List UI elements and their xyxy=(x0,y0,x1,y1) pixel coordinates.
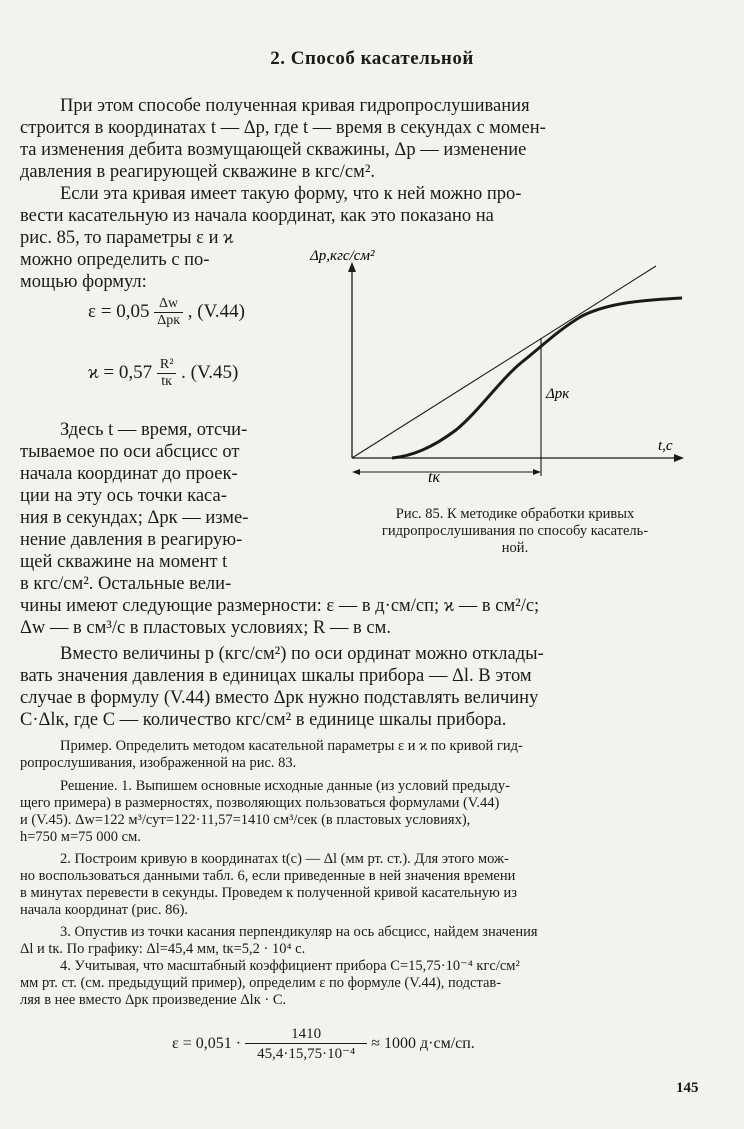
example-line: ропрослушивания, изображенной на рис. 83. xyxy=(20,755,297,771)
formula-numerator: Δw xyxy=(154,296,183,313)
continue-line: чины имеют следующие размерности: ε — в д·см/сп; ϰ — в см²/с; xyxy=(20,596,540,616)
para2-line: вать значения давления в единицах шкалы прибора — Δl. В этом xyxy=(20,666,532,686)
intro-line: вести касательную из начала координат, как это показано на xyxy=(20,206,494,226)
continue-line: Δw — в см³/с в пластовых условиях; R — в см. xyxy=(20,618,391,638)
example-line: 3. Опустив из точки касания перпендикуляр на ось абсцисс, найдем значения xyxy=(60,924,538,940)
x-axis-label: t,c xyxy=(658,438,673,454)
formula-denominator: tк xyxy=(161,374,172,389)
left-column-line: ции на эту ось точки каса- xyxy=(20,486,227,506)
para2-line: Вместо величины p (кгс/см²) по оси ординат можно отклады- xyxy=(60,644,544,664)
formula-denominator: Δpк xyxy=(157,313,181,328)
final-formula-denominator: 45,4·15,75·10⁻⁴ xyxy=(257,1046,356,1062)
pressure-curve xyxy=(392,298,682,458)
figure-85 xyxy=(300,240,700,490)
example-line: и (V.45). Δw=122 м³/сут=122·11,57=1410 см³/сек (в пластовых условиях), xyxy=(20,812,471,828)
caption-line: гидропрослушивания по способу касатель- xyxy=(381,523,649,539)
tk-arrow-right xyxy=(533,469,541,475)
dp-label: Δpк xyxy=(546,386,570,402)
caption-line: Рис. 85. К методике обработки кривых xyxy=(395,506,635,522)
formula-tag: . (V.45) xyxy=(181,361,239,383)
intro-line: При этом способе полученная кривая гидропрослушивания xyxy=(60,96,530,116)
left-column-line: начала координат до проек- xyxy=(20,464,238,484)
formula-lhs: ε = 0,05 xyxy=(88,300,150,322)
final-formula xyxy=(172,1026,475,1063)
example-line: начала координат (рис. 86). xyxy=(20,902,189,918)
formula-lhs: ϰ = 0,57 xyxy=(88,361,153,383)
left-column-line: Здесь t — время, отсчи- xyxy=(60,420,248,440)
formula-numerator: R² xyxy=(157,357,177,374)
example-line: Решение. 1. Выпишем основные исходные данные (из условий предыду- xyxy=(60,778,510,794)
left-column-line: в кгс/см². Остальные вели- xyxy=(20,574,232,594)
example-line: мм рт. ст. (см. предыдущий пример), определим ε по формуле (V.44), подстав- xyxy=(20,975,502,991)
formula-fraction xyxy=(154,296,183,329)
left-column-line: нение давления в реагирую- xyxy=(20,530,243,550)
example-line: ляя в нее вместо Δpк произведение Δlк · C. xyxy=(20,992,287,1008)
intro-line: рис. 85, то параметры ε и ϰ xyxy=(20,228,234,248)
final-formula-lhs: ε = 0,051 · xyxy=(172,1035,242,1053)
intro-line: та изменения дебита возмущающей скважины, Δp — изменение xyxy=(20,140,527,160)
figure-caption xyxy=(330,506,700,557)
example-line: Пример. Определить методом касательной параметры ε и ϰ по кривой гид- xyxy=(60,738,523,754)
tangent-line xyxy=(352,266,656,458)
y-axis-label: Δp,кгс/см² xyxy=(310,248,375,264)
formula-tag: , (V.44) xyxy=(187,300,245,322)
final-formula-numerator: 1410 xyxy=(245,1026,367,1044)
tk-arrow-left xyxy=(352,469,360,475)
section-heading: 2. Способ касательной xyxy=(270,48,474,69)
formula-v45 xyxy=(88,357,238,390)
intro-line: давления в реагирующей скважине в кгс/см². xyxy=(20,162,375,182)
final-formula-fraction xyxy=(245,1026,367,1063)
example-line: но воспользоваться данными табл. 6, если приведенные в ней значения времени xyxy=(20,868,516,884)
example-line: 2. Построим кривую в координатах t(c) — Δl (мм рт. ст.). Для этого мож- xyxy=(60,851,509,867)
formula-v44 xyxy=(88,296,245,329)
example-line: в минутах перевести в секунды. Проведем к полученной кривой касательную из xyxy=(20,885,517,901)
caption-line: ной. xyxy=(501,540,529,556)
example-line: 4. Учитывая, что масштабный коэффициент прибора C=15,75·10⁻⁴ кгс/см² xyxy=(60,958,520,974)
left-column-line: щей скважине на момент t xyxy=(20,552,228,572)
left-column-line: тываемое по оси абсцисс от xyxy=(20,442,240,462)
page-number: 145 xyxy=(676,1080,699,1096)
intro-line: Если эта кривая имеет такую форму, что к ней можно про- xyxy=(60,184,522,204)
example-line: щего примера) в размерностях, позволяющих пользоваться формулами (V.44) xyxy=(20,795,500,811)
final-formula-rhs: ≈ 1000 д·см/сп. xyxy=(371,1035,475,1053)
intro-line: мощью формул: xyxy=(20,272,147,292)
intro-line: строится в координатах t — Δp, где t — время в секундах с момен- xyxy=(20,118,546,138)
example-line: h=750 м=75 000 см. xyxy=(20,829,141,845)
left-column-line: ния в секундах; Δpк — изме- xyxy=(20,508,249,528)
example-line: Δl и tк. По графику: Δl=45,4 мм, tк=5,2 · 10⁴ с. xyxy=(20,941,306,957)
x-axis-arrow xyxy=(674,454,684,462)
para2-line: случае в формулу (V.44) вместо Δpк нужно подставлять величину xyxy=(20,688,539,708)
tk-label: tк xyxy=(428,469,440,486)
para2-line: C·Δlк, где C — количество кгс/см² в единице шкалы прибора. xyxy=(20,710,507,730)
formula-fraction xyxy=(157,357,177,390)
intro-line: можно определить с по- xyxy=(20,250,210,270)
